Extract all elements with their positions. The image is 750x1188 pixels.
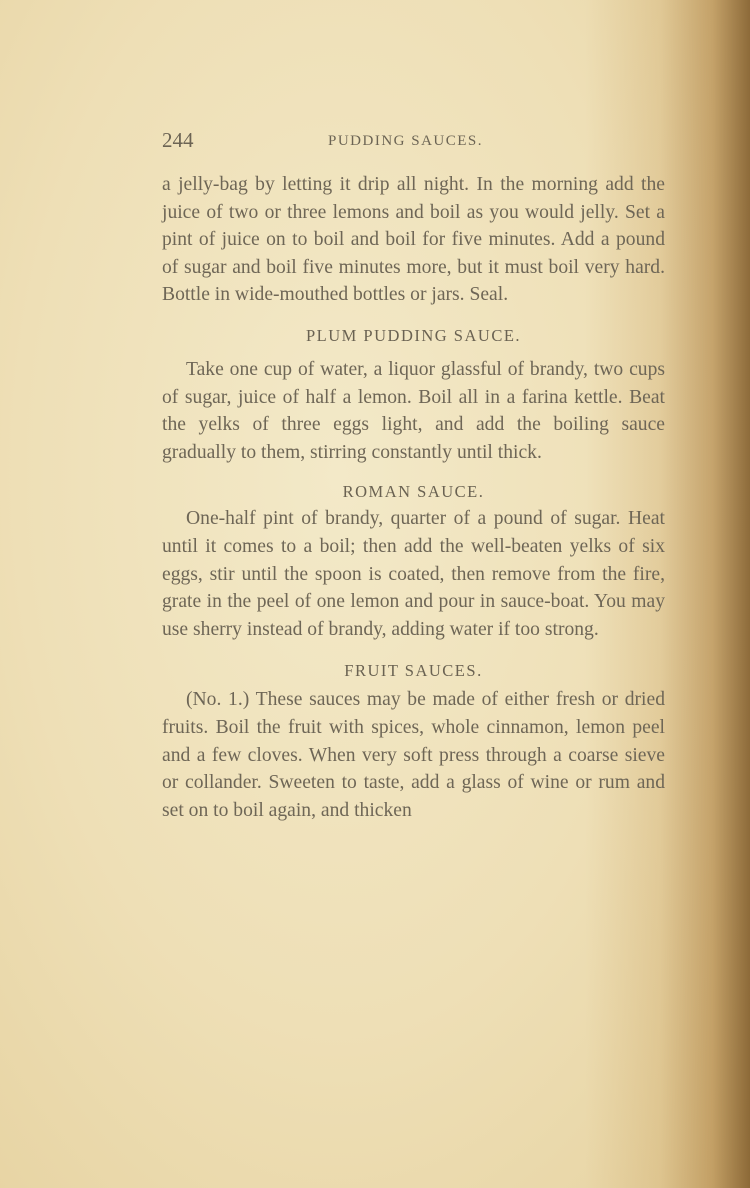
- roman-sauce-body: One-half pint of brandy, quarter of a pound of sugar. Heat until it comes to a boil; then add the well-beaten yelks of six eggs, stir until the spoon is coated, then remove from the fire, grate in the peel of one lemon and pour in sauce-boat. You may use sherry instead of brandy, adding water if too strong.: [162, 508, 665, 640]
- plum-pudding-sauce-body: Take one cup of water, a liquor glassful of brandy, two cups of sugar, juice of half a lemon. Boil all in a farina kettle. Beat the yelks of three eggs light, and add the boiling sauce gradually to them, stirring constantly until thick.: [162, 358, 665, 463]
- page-body: [162, 171, 665, 824]
- page-header: [162, 128, 667, 158]
- intro-paragraph: a jelly-bag by letting it drip all night. In the morning add the juice of two or three lemons and boil as you would jelly. Set a pint of juice on to boil and boil for five minutes. Add a pound of sugar and boil five minutes more, but it must boil very hard. Bottle in wide-mouthed bottles or jars. Seal.: [162, 174, 665, 306]
- running-head: PUDDING SAUCES.: [328, 133, 484, 149]
- plum-pudding-sauce-heading: PLUM PUDDING SAUCE.: [305, 325, 522, 345]
- page-number: 244: [162, 128, 194, 152]
- fruit-sauces-heading: FRUIT SAUCES.: [344, 661, 483, 681]
- fruit-sauces-body: (No. 1.) These sauces may be made of either fresh or dried fruits. Boil the fruit with spices, whole cinnamon, lemon peel and a few cloves. When very soft press through a coarse sieve or collander. Sweeten to taste, add a glass of wine or rum and set on to boil again, and thicken: [162, 689, 665, 821]
- roman-sauce-heading: ROMAN SAUCE.: [342, 482, 485, 502]
